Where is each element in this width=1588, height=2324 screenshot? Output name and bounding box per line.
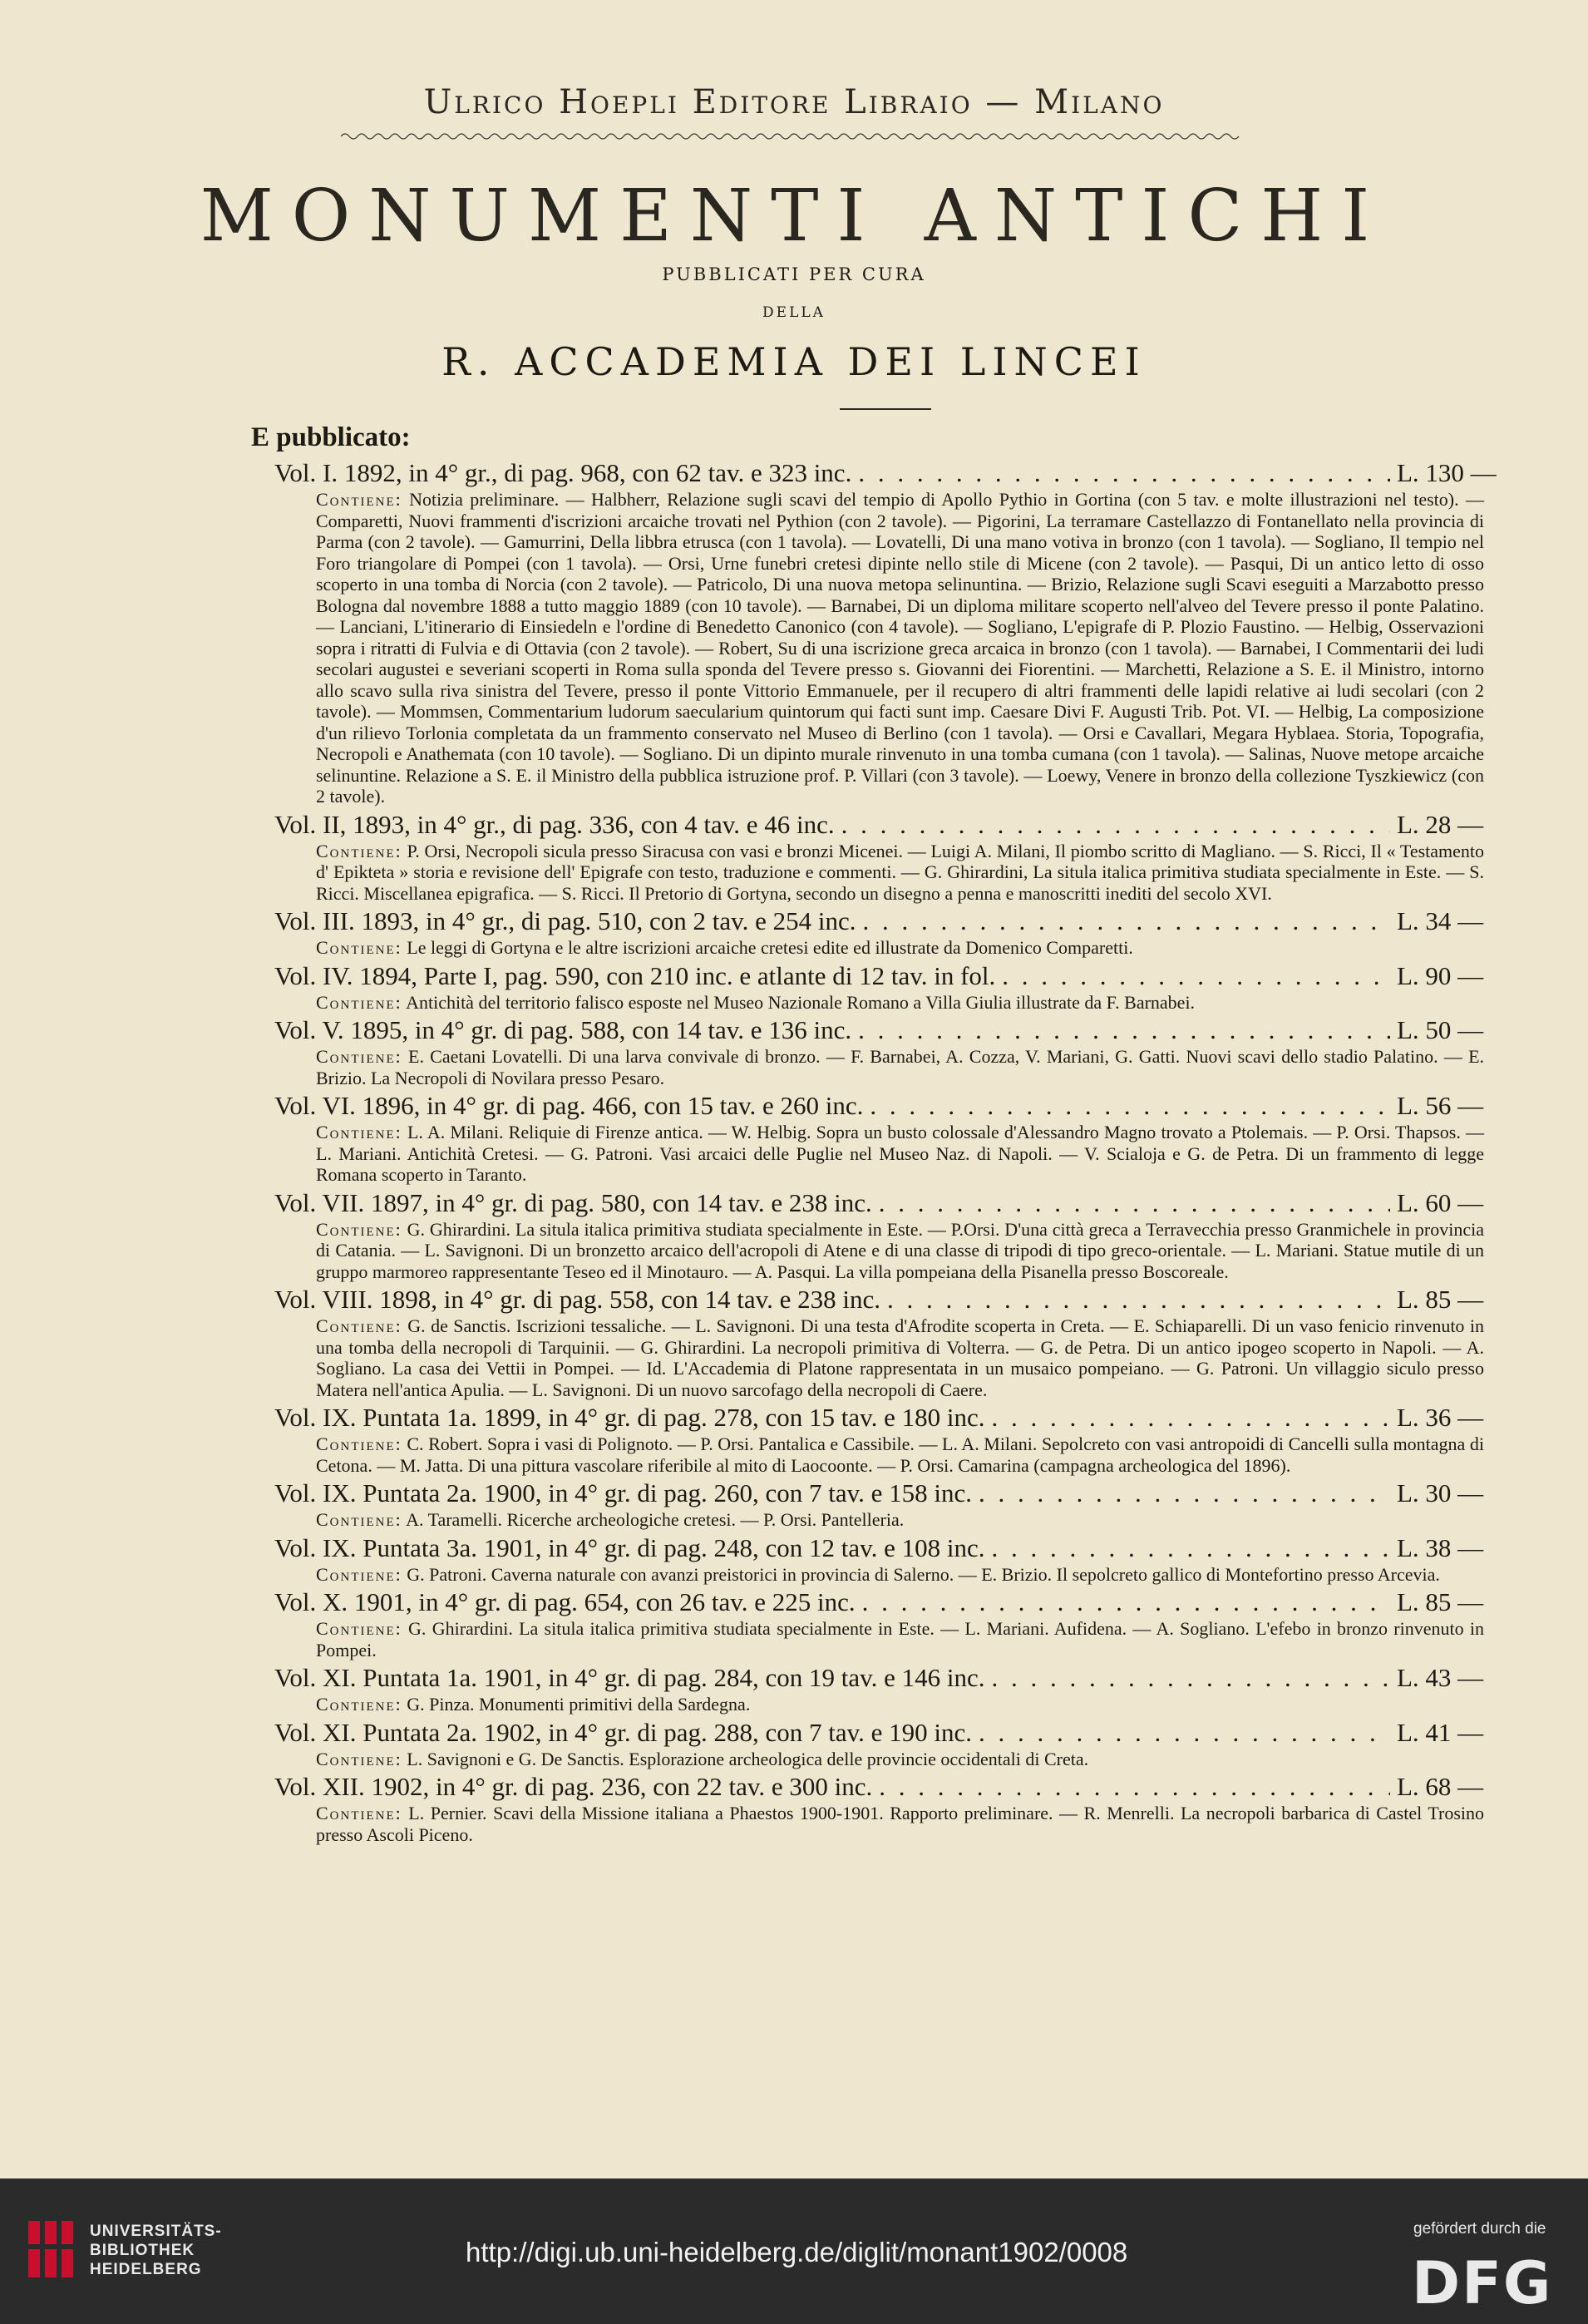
volume-contents [316,1122,1484,1186]
volume-description: Vol. VI. 1896, in 4° gr. di pag. 466, con 15 tav. e 260 inc. [274,1091,864,1120]
source-url-link[interactable]: http://digi.ub.uni-heidelberg.de/diglit/monant1902/0008 [466,2237,1128,2267]
university-library-logo-icon [25,2216,81,2282]
contents-label: Contiene: [316,991,402,1013]
volume-description: Vol. I. 1892, in 4° gr., di pag. 968, con 62 tav. e 323 inc. [274,458,852,487]
volume-price: L. 34 — [1397,906,1484,935]
leader-dots [887,1284,1390,1315]
library-line-2: BIBLIOTHEK [90,2242,195,2259]
volume-line [274,1402,1530,1433]
leader-dots [879,1771,1390,1803]
contents-label: Contiene: [316,1433,402,1454]
divider [840,408,931,410]
footer-bar [0,2178,1588,2324]
volume-description: Vol. III. 1893, in 4° gr., di pag. 510, con 2 tav. e 254 inc. [274,906,856,935]
volume-line [274,1478,1530,1509]
contents-text: Notizia preliminare. — Halbherr, Relazione sugli scavi del tempio di Apollo Pythio in Gortina (con 5 tav. e molte illustrazioni nel testo). — Comparetti, Nuovi frammenti d'iscrizioni arcaiche trovati nel Pythion (con 2 tavole). — Pigorini, La terramare Castellazzo di Fontanellato nella provincia di Parma (con 2 tavole). — Gamurrini, Della libbra etrusca (con 1 tavola). — Lovatelli, Di una mano votiva in bronzo (con 1 tavola). — Sogliano, Il tempio nel Foro triangolare di Pompei (con 1 tavola). — Orsi, Urne funebri cretesi dipinte nello stile di Micene (con 2 tavole). — Pasqui, Di un antico letto di osso scoperto in una tomba di Norcia (con 2 tavole). — Patricolo, Di una nuova metopa selinuntina. — Brizio, Relazione sugli Scavi eseguiti a Marzabotto presso Bologna dal novembre 1888 a tutto maggio 1889 (con 10 tavole). — Barnabei, Di un diploma militare scoperto nell'alveo del Tevere presso il ponte Palatino. — Lanciani, L'itinerario di Einsiedeln e l'ordine di Benedetto Canonico (con 4 tavole). — Sogliano, L'epigrafe di P. Plozio Faustino. — Helbig, Osservazioni sopra i ritratti di Fulvia e di Ottavia (con 2 tavole). — Robert, Su di una iscrizione greca arcaica in bronzo (con 1 tavola). — Barnabei, I Commentarii dei ludi secolari augustei e severiani scoperti in Roma sulla sponda del Tevere presso s. Giovanni dei Fiorentini. — Marchetti, Relazione a S. E. il Ministro, intorno allo scavo sulla riva sinistra del Tevere, presso il ponte Vittorio Emmanuele, per il recupero di altri frammenti delle lapidi relative ai ludi secolari (con 2 tavole). — Mommsen, Commentarium ludorum saecularium quintorum qui facti sunt imp. Caesare Divi F. Augusti Trib. Pot. VI. — Helbig, La composizione d'un rilievo Torlonia completata da un frammento conservato nel Museo di Berlino (con 1 tavola). — Orsi e Cavallari, Megara Hyblaea. Storia, Topografia, Necropoli e Anathemata (con 10 tavole). — Sogliano. Di un dipinto murale rinvenuto in una tomba cumana (con 1 tavola). — Salinas, Nuove metope arcaiche selinuntine. Relazione a S. E. il Ministro della pubblica istruzione prof. P. Villari (con 3 tavole). — Loewy, Venere in bronzo della collezione Tyszkiewicz (con 2 tavole). [316,489,1484,807]
library-line-1: UNIVERSITÄTS- [90,2223,222,2240]
contents-text: Le leggi di Gortyna e le altre iscrizioni arcaiche cretesi edite ed illustrate da Domenico Comparetti. [407,937,1133,958]
volume-entry [274,809,1530,905]
contents-label: Contiene: [316,1046,402,1067]
contents-text: G. Ghirardini. La situla italica primitiva studiata specialmente in Este. — L. Mariani. Aufidena. — A. Sogliano. L'efebo in bronzo rinvenuto in Pompei. [316,1618,1484,1660]
volume-line [274,1014,1530,1046]
volume-contents [316,1694,1484,1715]
volume-line [274,809,1530,841]
volume-price: L. 130 — [1397,458,1497,487]
leader-dots [991,1662,1390,1694]
leader-dots [858,457,1390,489]
contents-label: Contiene: [316,1509,402,1530]
volume-line [274,1662,1530,1694]
leader-dots [862,905,1390,937]
volume-description: Vol. XI. Puntata 2a. 1902, in 4° gr. di pag. 288, con 7 tav. e 190 inc. [274,1717,972,1747]
contents-text: A. Taramelli. Ricerche archeologiche cretesi. — P. Orsi. Pantelleria. [406,1509,905,1530]
volume-entry [274,457,1530,807]
volume-line [274,1771,1530,1803]
funded-by-label: gefördert durch die [1413,2220,1546,2238]
contents-text: G. Pinza. Monumenti primitivi della Sardegna. [407,1694,751,1715]
volume-price: L. 41 — [1397,1717,1484,1747]
contents-label: Contiene: [316,489,402,510]
volume-line [274,1187,1530,1219]
volume-price: L. 90 — [1397,960,1484,990]
volume-price: L. 43 — [1397,1663,1484,1692]
volume-entry [274,1662,1530,1715]
contents-label: Contiene: [316,1122,402,1142]
contents-label: Contiene: [316,1315,402,1336]
library-name [90,2222,222,2279]
volume-description: Vol. II, 1893, in 4° gr., di pag. 336, con 4 tav. e 46 inc. [274,809,835,839]
volume-contents [316,937,1484,959]
academy-name: R. ACCADEMIA DEI LINCEI [441,339,1147,384]
volume-contents [316,1564,1484,1586]
volume-contents [316,992,1484,1014]
leader-dots [991,1402,1390,1433]
contents-label: Contiene: [316,1694,402,1715]
volume-entry [274,1532,1530,1586]
contents-label: Contiene: [316,1563,402,1585]
volume-description: Vol. V. 1895, in 4° gr. di pag. 588, con 14 tav. e 136 inc. [274,1015,852,1044]
volume-contents [316,1618,1484,1660]
volume-line [274,1717,1530,1749]
volume-price: L. 30 — [1397,1478,1484,1507]
contents-text: G. Ghirardini. La situla italica primitiva studiata specialmente in Este. — P.Orsi. D'una città greca a Terravecchia presso Granmichele in provincia di Catania. — L. Savignoni. Di un bronzetto arcaico dell'acropoli di Atene e di una classe di tripodi di tipo greco-orientale. — L. Mariani. Statue mutile di un gruppo marmoreo rappresentante Teseo ed il Minotauro. — A. Pasqui. La villa pompeiana della Pisanella presso Boscoreale. [316,1218,1485,1282]
volume-entry [274,1771,1530,1845]
volume-description: Vol. XII. 1902, in 4° gr. di pag. 236, con 22 tav. e 300 inc. [274,1772,873,1801]
contents-label: Contiene: [316,1618,402,1639]
volume-price: L. 68 — [1397,1772,1484,1801]
leader-dots [841,809,1390,841]
volume-price: L. 38 — [1397,1532,1484,1562]
volume-description: Vol. VII. 1897, in 4° gr. di pag. 580, con 14 tav. e 238 inc. [274,1187,872,1217]
subtitle-line-2: DELLA [762,304,826,321]
volume-contents [316,1315,1484,1400]
contents-text: L. Savignoni e G. De Sanctis. Esplorazione archeologica delle provincie occidentali di Creta. [407,1748,1089,1769]
contents-text: G. de Sanctis. Iscrizioni tessaliche. — L. Savignoni. Di una testa d'Afrodite scoperta in Creta. — E. Schiaparelli. Di un vaso fenicio rinvenuto in una tomba della necropoli di Tarquinii. — G. Ghirardini. La necropoli primitiva di Volterra. — G. de Petra. Di un antico ipogeo scoperto in Napoli. — A. Sogliano. La casa dei Vettii in Pompei. — Id. L'Accademia di Platone rappresentata in un musaico pompeiano. — G. Patroni. Un villaggio siculo presso Matera nell'antica Apulia. — L. Savignoni. Di un nuovo sarcofago della necropoli di Caere. [316,1315,1484,1400]
volume-entry [274,1284,1530,1400]
contents-text: P. Orsi, Necropoli sicula presso Siracusa con vasi e bronzi Micenei. — Luigi A. Milani, Il piombo scritto di Magliano. — S. Ricci, Il « Testamento d' Epikteta » storia e revisione dell' Epigrafe con testo, traduzione e commenti. — G. Ghirardini, La situla italica primitiva studiata specialmente in Este. — S. Ricci. Miscellanea epigrafica. — S. Ricci. Il Pretorio di Gortyna, secondo un disegno a penna e manoscritti inediti del secolo XVI. [316,840,1485,904]
volume-price: L. 85 — [1397,1285,1484,1314]
volume-line [274,1090,1530,1122]
volume-entry [274,1187,1530,1283]
volume-entry [274,1402,1530,1476]
leader-dots [979,1478,1390,1509]
volume-contents [316,1803,1484,1845]
volume-entry [274,1586,1530,1660]
contents-text: E. Caetani Lovatelli. Di una larva convivale di bronzo. — F. Barnabei, A. Cozza, V. Mariani, G. Gatti. Nuovi scavi dello stadio Palatino. — E. Brizio. La Necropoli di Novilara presso Pesaro. [316,1046,1485,1088]
contents-label: Contiene: [316,937,402,958]
page-title: MONUMENTI ANTICHI [200,175,1388,258]
volume-price: L. 36 — [1397,1403,1484,1432]
volume-price: L. 28 — [1397,809,1484,839]
volume-description: Vol. IX. Puntata 3a. 1901, in 4° gr. di pag. 248, con 12 tav. e 108 inc. [274,1532,985,1562]
leader-dots [862,1586,1390,1618]
contents-text: C. Robert. Sopra i vasi di Polignoto. — P. Orsi. Pantalica e Cassibile. — L. A. Milani. Sepolcreto con vasi antropoidi di Cancelli sulla montagna di Cetona. — M. Jatta. Di una pittura vascolare riferibile al mito di Laocoonte. — P. Orsi. Camarina (campagna archeologica del 1896). [316,1433,1484,1476]
volume-line [274,1284,1530,1315]
contents-text: L. A. Milani. Reliquie di Firenze antica. — W. Helbig. Sopra un busto colossale d'Alessandro Magno trovato a Ptolemais. — P. Orsi. Thapsos. — L. Mariani. Antichità Cretesi. — G. Patroni. Vasi arcaici delle Puglie nel Museo Naz. di Napoli. — V. Scialoja e G. de Petra. Di un frammento di legge Romana scoperto in Taranto. [316,1122,1484,1185]
dfg-logo: DFG [1412,2249,1553,2317]
volume-entry [274,1717,1530,1770]
volume-entry [274,1014,1530,1088]
leader-dots [979,1717,1390,1749]
volume-description: Vol. XI. Puntata 1a. 1901, in 4° gr. di pag. 284, con 19 tav. e 146 inc. [274,1663,985,1692]
leader-dots [858,1014,1390,1046]
contents-label: Contiene: [316,1218,402,1240]
volume-description: Vol. IV. 1894, Parte I, pag. 590, con 210 inc. e atlante di 12 tav. in fol. [274,960,996,990]
leader-dots [879,1187,1390,1219]
volume-contents [316,1046,1484,1088]
volume-contents [316,1433,1484,1476]
published-heading: E pubblicato: [251,422,411,452]
volume-description: Vol. X. 1901, in 4° gr. di pag. 654, con 26 tav. e 225 inc. [274,1587,856,1616]
volume-contents [316,1219,1484,1283]
leader-dots [870,1090,1390,1122]
volume-price: L. 60 — [1397,1187,1484,1217]
volume-line [274,960,1530,992]
volume-description: Vol. IX. Puntata 1a. 1899, in 4° gr. di pag. 278, con 15 tav. e 180 inc. [274,1403,985,1432]
volume-line [274,905,1530,937]
wavy-rule [341,131,1255,142]
volume-line [274,1532,1530,1564]
volume-price: L. 50 — [1397,1015,1484,1044]
volume-contents [316,1509,1484,1531]
volume-description: Vol. IX. Puntata 2a. 1900, in 4° gr. di pag. 260, con 7 tav. e 158 inc. [274,1478,972,1507]
contents-label: Contiene: [316,1748,402,1769]
volume-entry [274,905,1530,959]
volume-entry [274,1478,1530,1531]
volume-contents [316,489,1484,807]
volume-entry [274,1090,1530,1186]
volume-contents [316,841,1484,905]
volume-description: Vol. VIII. 1898, in 4° gr. di pag. 558, con 14 tav. e 238 inc. [274,1285,881,1314]
leader-dots [1002,960,1390,992]
contents-label: Contiene: [316,1803,402,1823]
leader-dots [991,1532,1390,1564]
publisher-header: Ulrico Hoepli Editore Libraio — Milano [423,83,1165,121]
volume-entry [274,960,1530,1014]
library-line-3: HEIDELBERG [90,2261,202,2278]
volume-line [274,1586,1530,1618]
volume-contents [316,1749,1484,1770]
volume-line [274,457,1530,489]
volume-price: L. 85 — [1397,1587,1484,1616]
contents-text: Antichità del territorio falisco esposte nel Museo Nazionale Romano a Villa Giulia illustrate da F. Barnabei. [406,991,1196,1013]
subtitle-line-1: PUBBLICATI PER CURA [662,264,926,284]
contents-text: L. Pernier. Scavi della Missione italiana a Phaestos 1900-1901. Rapporto preliminare. — R. Menrelli. La necropoli barbarica di Castel Trosino presso Ascoli Piceno. [316,1803,1484,1845]
contents-text: G. Patroni. Caverna naturale con avanzi preistorici in provincia di Salerno. — E. Brizio. Il sepolcreto gallico di Montefortino presso Arcevia. [407,1563,1440,1585]
volume-list [0,457,1588,1847]
volume-price: L. 56 — [1397,1091,1484,1120]
contents-label: Contiene: [316,840,402,861]
